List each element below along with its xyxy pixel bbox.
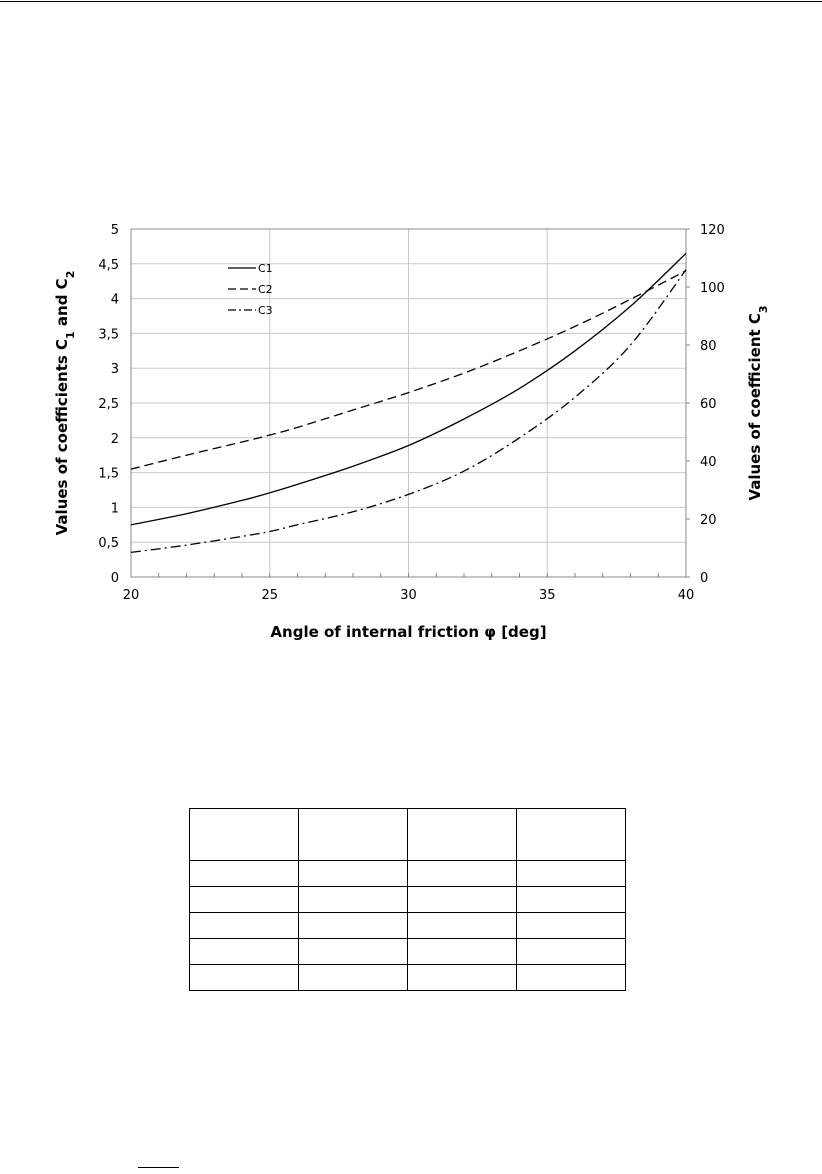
y-left-tick-label: 5 bbox=[110, 223, 119, 238]
table-cell bbox=[299, 809, 408, 861]
table-cell bbox=[299, 861, 408, 887]
y-right-tick-label: 80 bbox=[700, 339, 717, 354]
table-cell bbox=[517, 965, 626, 991]
table-cell bbox=[408, 809, 517, 861]
y-left-tick-label: 1 bbox=[110, 501, 119, 517]
x-tick-label: 25 bbox=[261, 588, 279, 603]
table-cell bbox=[517, 939, 626, 965]
chart-axis-titles bbox=[53, 271, 770, 641]
x-tick-label: 30 bbox=[400, 588, 417, 603]
table-cell bbox=[299, 965, 408, 991]
y-right-tick-label: 120 bbox=[700, 223, 725, 238]
legend-label-c2: C2 bbox=[258, 283, 273, 296]
y-left-tick-label: 4 bbox=[110, 292, 119, 308]
legend-label-c1: C1 bbox=[258, 262, 273, 275]
y-left-tick-label: 0,5 bbox=[98, 536, 119, 552]
table-cell bbox=[190, 887, 299, 913]
y-right-tick-label: 60 bbox=[700, 397, 717, 412]
table-cell bbox=[517, 861, 626, 887]
table-cell bbox=[408, 939, 517, 965]
data-table bbox=[189, 808, 626, 991]
table-row bbox=[190, 861, 626, 887]
y-left-tick-label: 3 bbox=[110, 362, 119, 378]
table-cell bbox=[408, 861, 517, 887]
y-right-tick-label: 100 bbox=[700, 281, 725, 296]
y-right-tick-label: 20 bbox=[700, 513, 717, 528]
table-cell bbox=[408, 887, 517, 913]
chart-legend bbox=[228, 262, 273, 317]
y-left-tick-label: 0 bbox=[110, 571, 119, 586]
table-row bbox=[190, 939, 626, 965]
table-cell bbox=[190, 861, 299, 887]
footnote-rule bbox=[138, 1167, 179, 1168]
table-row bbox=[190, 809, 626, 861]
legend-label-c3: C3 bbox=[258, 304, 273, 317]
x-axis-title: Angle of internal friction φ [deg] bbox=[270, 623, 547, 641]
table-row bbox=[190, 965, 626, 991]
y-left-axis-title: Values of coefficients $C_1$ and $C_2$ bbox=[53, 270, 77, 536]
y-right-tick-label: 40 bbox=[700, 455, 717, 470]
chart-grid bbox=[131, 229, 686, 577]
table-cell bbox=[299, 939, 408, 965]
table-row bbox=[190, 887, 626, 913]
table-cell bbox=[190, 913, 299, 939]
table-cell bbox=[408, 965, 517, 991]
table-cell bbox=[517, 887, 626, 913]
table-cell bbox=[190, 965, 299, 991]
x-tick-label: 40 bbox=[677, 588, 695, 603]
y-left-tick-label: 1,5 bbox=[98, 466, 119, 482]
y-right-tick-label: 0 bbox=[700, 571, 709, 586]
table-cell bbox=[299, 887, 408, 913]
chart-ticks bbox=[98, 223, 725, 603]
y-left-tick-label: 4,5 bbox=[98, 257, 119, 273]
table-cell bbox=[517, 913, 626, 939]
y-right-axis-title: Values of coefficient $C_3$ bbox=[746, 305, 770, 501]
table-cell bbox=[190, 809, 299, 861]
y-left-tick-label: 3,5 bbox=[98, 327, 119, 343]
y-left-tick-label: 2,5 bbox=[98, 397, 119, 412]
table-cell bbox=[190, 939, 299, 965]
table-row bbox=[190, 913, 626, 939]
y-left-tick-label: 2 bbox=[110, 431, 119, 447]
table-cell bbox=[299, 913, 408, 939]
table-cell bbox=[517, 809, 626, 861]
x-tick-label: 20 bbox=[122, 588, 140, 603]
x-tick-label: 35 bbox=[538, 588, 556, 603]
table-cell bbox=[408, 913, 517, 939]
